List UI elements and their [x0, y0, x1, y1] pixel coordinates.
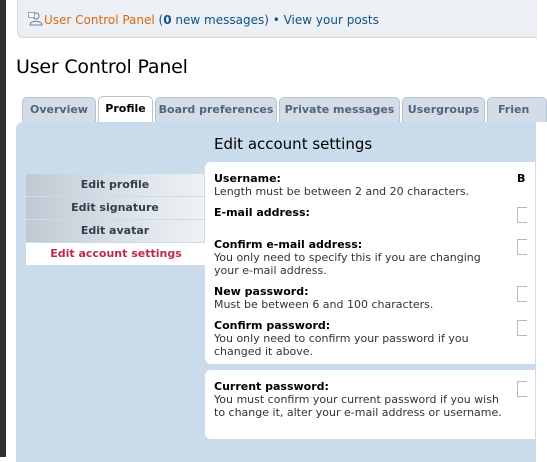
email-label: E-mail address: — [214, 206, 310, 219]
new-messages-count[interactable]: 0 — [163, 13, 172, 27]
username-field — [214, 172, 469, 198]
current-password-label: Current password: — [214, 380, 329, 393]
tab-profile[interactable]: Profile — [98, 96, 153, 123]
confirm-email-label: Confirm e-mail address: — [214, 238, 363, 251]
confirm-password-label: Confirm password: — [214, 319, 331, 332]
navbar-links — [28, 12, 379, 27]
username-value: B — [517, 172, 526, 185]
menu-edit-avatar[interactable]: Edit avatar — [26, 220, 204, 242]
menu-edit-signature[interactable]: Edit signature — [26, 197, 204, 219]
confirm-email-field — [214, 238, 504, 277]
username-label: Username: — [214, 172, 281, 185]
page-title: User Control Panel — [16, 56, 188, 78]
top-navbar — [17, 0, 537, 38]
confirm-password-input[interactable] — [517, 320, 527, 336]
current-password-field — [214, 380, 504, 419]
current-password-input[interactable] — [517, 381, 527, 397]
new-password-field — [214, 285, 433, 311]
confirm-email-input[interactable] — [517, 239, 527, 255]
new-password-hint: Must be between 6 and 100 characters. — [214, 298, 434, 311]
confirm-email-hint: You only need to specify this if you are changing your e-mail address. — [214, 251, 481, 277]
tab-private-messages[interactable]: Private messages — [279, 97, 400, 122]
new-password-input[interactable] — [517, 286, 527, 302]
section-title: Edit account settings — [214, 135, 373, 153]
paren-open: ( — [154, 13, 164, 27]
new-password-label: New password: — [214, 285, 309, 298]
new-messages-link[interactable]: new messages) — [171, 13, 269, 27]
profile-menu — [26, 174, 204, 266]
user-control-panel-icon — [28, 12, 44, 26]
ucp-link[interactable]: User Control Panel — [44, 13, 155, 27]
tab-board-preferences[interactable]: Board preferences — [155, 97, 277, 122]
email-field — [214, 206, 310, 219]
view-posts-link[interactable]: View your posts — [283, 13, 379, 27]
confirm-password-field — [214, 319, 504, 358]
menu-edit-account-settings[interactable]: Edit account settings — [26, 243, 206, 265]
tab-overview[interactable]: Overview — [22, 97, 96, 122]
current-password-hint: You must confirm your current password if you wish to change it, alter your e-mail address or username. — [214, 393, 502, 419]
username-hint: Length must be between 2 and 20 characters. — [214, 185, 470, 198]
window-edge — [0, 0, 6, 457]
email-input[interactable] — [517, 207, 527, 223]
separator: • — [268, 13, 284, 27]
menu-edit-profile[interactable]: Edit profile — [26, 174, 204, 196]
tab-usergroups[interactable]: Usergroups — [402, 97, 485, 122]
confirm-password-hint: You only need to confirm your password if you changed it above. — [214, 332, 469, 358]
tab-friends[interactable]: Frien — [487, 97, 547, 122]
